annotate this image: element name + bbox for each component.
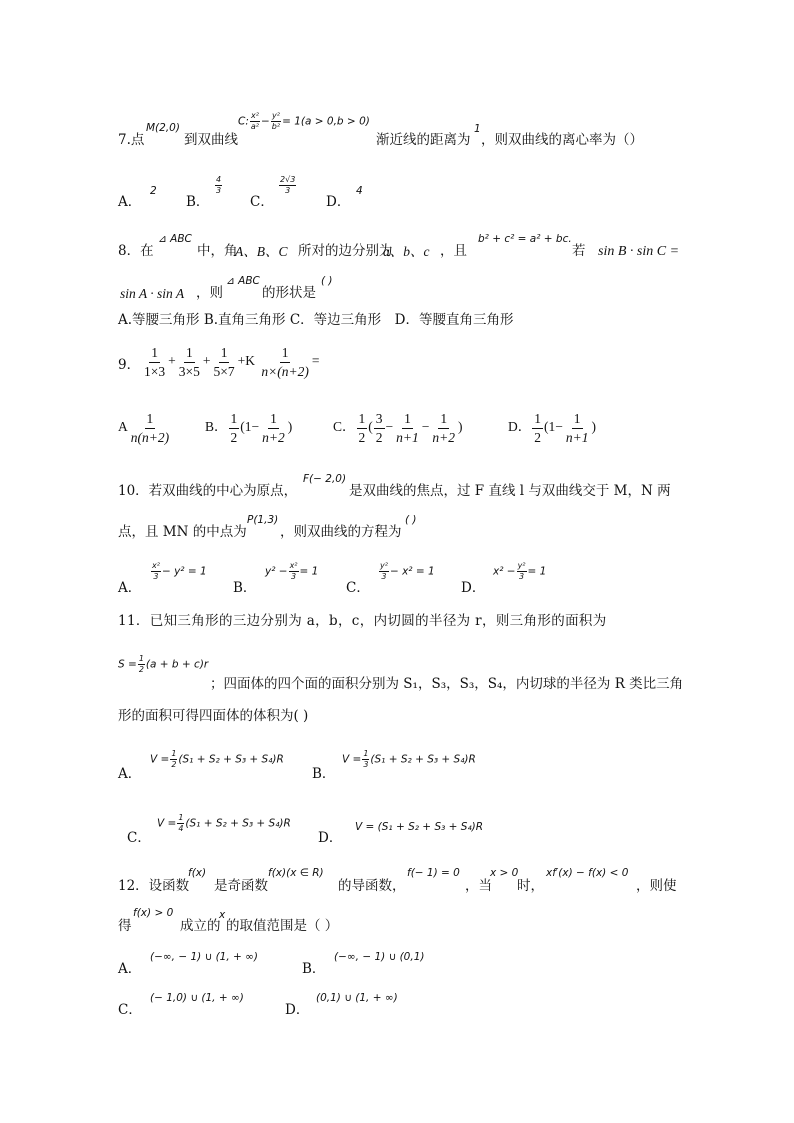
q11-option-d: D． — [318, 830, 343, 846]
q10-line2a: 点，且 MN 的中点为 — [118, 524, 247, 540]
q7-point: M(2,0) — [146, 122, 180, 134]
q12-fx: f(x) — [188, 867, 207, 879]
q11-option-b: B． — [312, 766, 336, 782]
q11-formula-d: V = (S₁ + S₂ + S₃ + S₄)R — [355, 821, 484, 833]
q10-eq-b: y² − $\frac{\text{x²}}{3}$ = 1 — [265, 561, 319, 581]
q8-mid4: 若 — [572, 243, 586, 259]
q12-mid4: 时， — [517, 878, 544, 894]
q11-line1: 11．已知三角形的三边分别为 a，b，c，内切圆的半径为 r，则三角形的面积为 — [118, 613, 607, 629]
q10-line2b: ，则双曲线的方程为 — [280, 524, 402, 540]
q12-xvar: x — [219, 909, 226, 921]
q10-mid: 是双曲线的焦点，过 F 直线 l 与双曲线交于 M，N 两 — [349, 483, 671, 499]
q7-value-c: $\frac{2√3}{3}$ — [280, 175, 296, 195]
q12-value-c: (− 1,0) ∪ (1, + ∞) — [150, 992, 244, 1004]
q12-condition3: xf′(x) − f(x) < 0 — [546, 867, 629, 879]
q12-condition1: f(− 1) = 0 — [407, 867, 460, 879]
q12-value-d: (0,1) ∪ (1, + ∞) — [316, 992, 398, 1004]
q8-tail: 的形状是 — [262, 285, 316, 301]
q11-option-a: A． — [118, 766, 142, 782]
q8-triangle2: ⊿ ABC — [226, 275, 260, 287]
q8-condition2: sin B · sin C = — [598, 244, 680, 259]
q7-value-d: 4 — [356, 185, 363, 197]
q7-dist: 1 — [474, 123, 481, 135]
q12-option-b: B． — [302, 961, 326, 977]
q7-mid: 到双曲线 — [184, 132, 238, 148]
q7-option-c: C． — [250, 194, 274, 210]
q10-focus: F(− 2,0) — [303, 473, 347, 485]
q9-series: $\frac{1}{1\times 3}$ + $\frac{1}{3\times 5}$ + $\frac{1}{5\times 7}$ +K $\frac{1}{n\times(n+2)}$ = — [144, 345, 320, 379]
q7-option-b: B． — [186, 194, 210, 210]
q12-condition2: x > 0 — [490, 867, 519, 879]
q11-area-formula: S = $\frac{1}{2}$ (a + b + c)r — [118, 654, 209, 674]
q10-option-d: D． — [461, 580, 486, 596]
q8-mid5: ，则 — [196, 285, 223, 301]
q10-option-c: C． — [346, 580, 370, 596]
q7-option-d: D． — [326, 194, 351, 210]
q8-condition3: sin A · sin A — [120, 286, 185, 301]
q12-mid: 是奇函数 — [214, 878, 268, 894]
q8-options: A.等腰三角形 B.直角三角形 C．等边三角形 D．等腰直角三角形 — [118, 312, 514, 328]
q7-hyperbola: C: $\frac{\text{x²}}{\text{a²}}$ − $\frac{\text{y²}}{\text{b²}}$ = 1(a > 0,b > 0) — [238, 111, 370, 131]
q11-option-c: C． — [127, 830, 151, 846]
q12-condition4: f(x) > 0 — [133, 907, 174, 919]
q9-lead: 9． — [118, 357, 141, 373]
q12-line2b: 成立的 — [180, 918, 221, 934]
q12-option-c: C． — [118, 1002, 142, 1018]
q10-option-b: B． — [233, 580, 257, 596]
q11-formula-b: V = $\frac{1}{3}$ (S₁ + S₂ + S₃ + S₄)R — [342, 749, 476, 769]
q7-lead: 7.点 — [118, 132, 145, 148]
q12-option-d: D． — [285, 1002, 310, 1018]
q8-paren: ( ) — [321, 275, 333, 287]
q8-mid2: 所对的边分别为 — [298, 243, 393, 259]
q10-eq-a: $\frac{\text{x²}}{3}$ − y² = 1 — [152, 561, 207, 581]
q9-option-a: A $\frac{1}{n(n+2)}$ — [118, 411, 170, 445]
q11-formula-a: V = $\frac{1}{2}$ (S₁ + S₂ + S₃ + S₄)R — [150, 749, 284, 769]
q8-angles: A、B、C — [235, 244, 288, 259]
q10-eq-d: x² − $\frac{\text{y²}}{3}$ = 1 — [493, 561, 547, 581]
q11-line3: 形的面积可得四面体的体积为( ) — [118, 708, 309, 724]
q11-line2: ；四面体的四个面的面积分别为 S₁，S₃，S₃，S₄，内切球的半径为 R 类比三角 — [210, 676, 684, 692]
q7-tail1: 渐近线的距离为 — [376, 132, 471, 148]
q7-tail2: ，则双曲线的离心率为（） — [481, 132, 643, 148]
q12-mid3: ，当 — [465, 878, 492, 894]
q8-condition: b² + c² = a² + bc. — [478, 233, 572, 245]
q12-lead: 12．设函数 — [118, 878, 190, 894]
q7-value-a: 2 — [150, 185, 157, 197]
q12-value-a: (−∞, − 1) ∪ (1, + ∞) — [150, 951, 259, 963]
q12-line2a: 得 — [118, 918, 132, 934]
q10-paren: ( ) — [405, 514, 417, 526]
q9-option-b: B． $\frac{1}{2}$ (1− $\frac{1}{n+2}$ ) — [205, 411, 293, 445]
q8-mid3: ，且 — [440, 243, 467, 259]
q9-option-d: D． $\frac{1}{2}$ (1− $\frac{1}{n+1}$ ) — [508, 411, 596, 445]
q7-value-b: $\frac{4}{3}$ — [216, 175, 222, 195]
q8-sides: a、b、c — [383, 244, 430, 259]
q12-fxr: f(x)(x ∈ R) — [268, 867, 324, 879]
q9-option-c: C． $\frac{1}{2}$ ( $\frac{3}{2}$ − $\frac{1}{n+1}$ − $\frac{1}{n+2}$ ) — [333, 411, 463, 445]
q12-line2c: 的取值范围是（ ） — [226, 918, 339, 934]
q10-lead: 10．若双曲线的中心为原点， — [118, 483, 298, 499]
q11-formula-c: V = $\frac{1}{4}$ (S₁ + S₂ + S₃ + S₄)R — [157, 813, 291, 833]
q12-mid2: 的导函数， — [338, 878, 406, 894]
q8-lead: 8．在 — [118, 243, 154, 259]
q10-option-a: A． — [118, 580, 142, 596]
q12-tail: ，则使 — [636, 878, 677, 894]
q10-midpoint: P(1,3) — [247, 514, 279, 526]
q10-eq-c: $\frac{\text{y²}}{3}$ − x² = 1 — [380, 561, 435, 581]
q7-option-a: A． — [118, 194, 142, 210]
q12-value-b: (−∞, − 1) ∪ (0,1) — [334, 951, 425, 963]
q8-mid: 中，角 — [197, 243, 238, 259]
q8-triangle: ⊿ ABC — [158, 233, 192, 245]
q12-option-a: A． — [118, 961, 142, 977]
